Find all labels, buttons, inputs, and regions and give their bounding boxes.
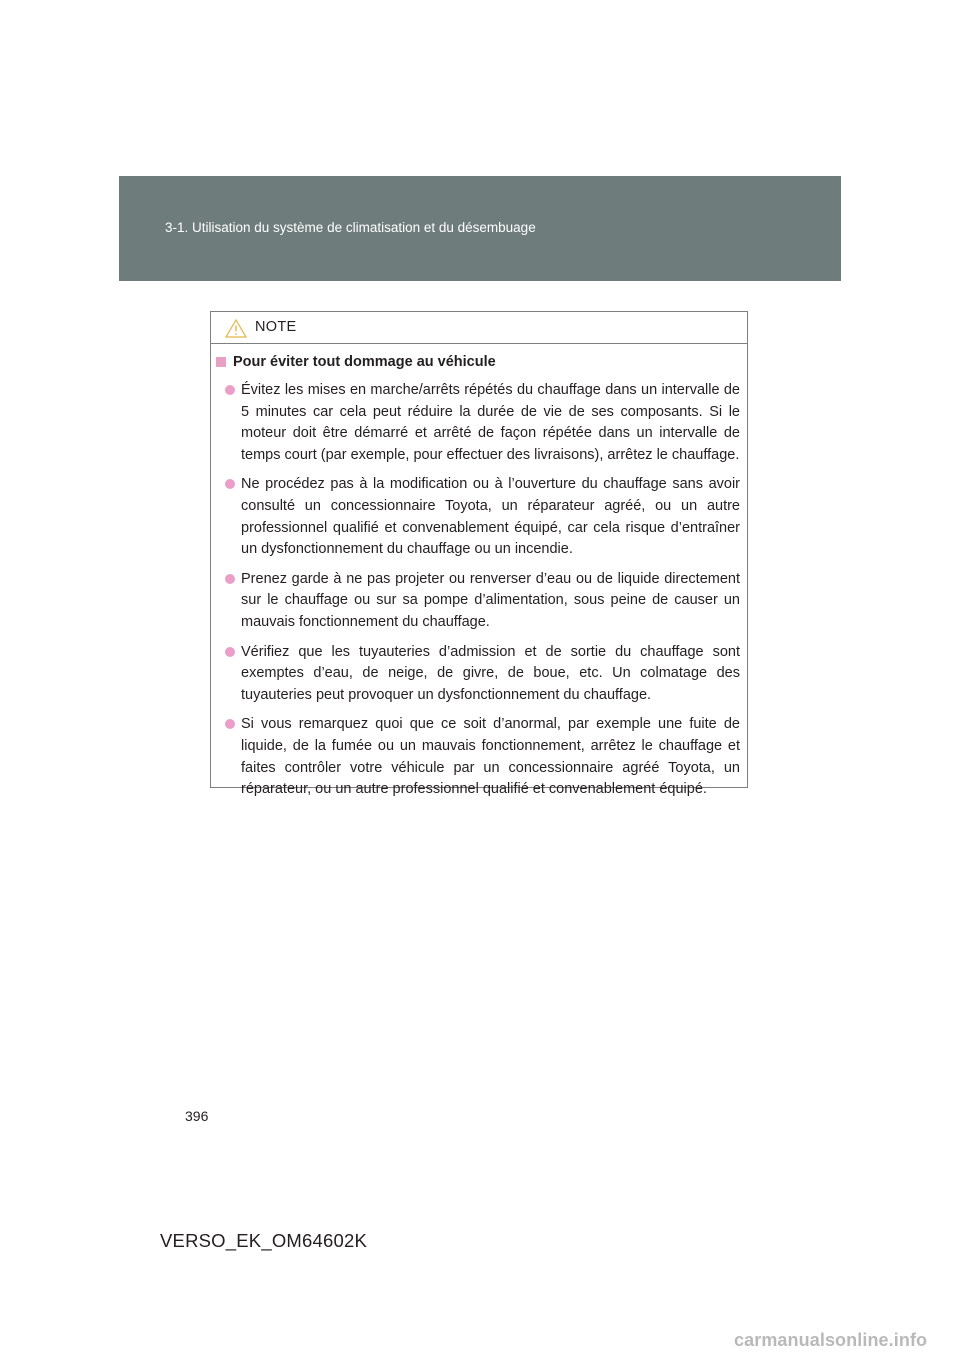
bullet-dot-icon [225, 574, 235, 584]
page-number: 396 [185, 1108, 209, 1124]
note-item-text: Évitez les mises en marche/arrêts répétés du chauffage dans un intervalle de 5 minutes car cela peut réduire la durée de vie de ses composants. Si le moteur doit être démarré et arrêté de façon répétée dans un intervalle de temps court (par exemple, pour effectuer des livraisons), arrêtez le chauffage. [241, 382, 740, 463]
bullet-dot-icon [225, 479, 235, 489]
section-title: 3-1. Utilisation du système de climatisation et du désembuage [165, 220, 536, 235]
bullet-dot-icon [225, 385, 235, 395]
note-header [211, 312, 747, 344]
note-heading-text: Pour éviter tout dommage au véhicule [233, 354, 496, 370]
section-header-band [119, 176, 841, 281]
warning-triangle-icon [225, 319, 247, 338]
note-title: NOTE [255, 319, 297, 335]
document-code: VERSO_EK_OM64602K [160, 1230, 368, 1251]
note-section-heading [215, 352, 747, 372]
note-item-text: Vérifiez que les tuyauteries d’admission et de sortie du chauffage sont exemptes d’eau, de neige, de givre, de boue, etc. Un colmatage des tuyauteries peut provoquer un dysfonctionnement du chauffage. [241, 643, 740, 703]
note-item [241, 380, 740, 466]
note-item [241, 642, 740, 707]
note-item-text: Prenez garde à ne pas projeter ou renverser d’eau ou de liquide directement sur le chauffage ou sur sa pompe d’alimentation, sous peine de causer un mauvais fonctionnement du chauffage. [241, 570, 740, 630]
note-item-text: Si vous remarquez quoi que ce soit d’anormal, par exemple une fuite de liquide, de la fumée ou un mauvais fonctionnement, arrêtez le chauffage et faites contrôler votre véhicule par un concessionnaire agréé Toyota, un réparateur, ou un autre professionnel qualifié et convenablement équipé. [241, 716, 740, 798]
bullet-dot-icon [225, 647, 235, 657]
note-item [241, 569, 740, 634]
square-bullet-icon [216, 357, 226, 367]
watermark: carmanualsonline.info [734, 1330, 928, 1350]
bullet-dot-icon [225, 719, 235, 729]
note-body [211, 352, 747, 801]
note-item-text: Ne procédez pas à la modification ou à l’ouverture du chauffage sans avoir consulté un concessionnaire Toyota, un réparateur agréé, ou un autre professionnel qualifié et convenablement équipé, car cela risque d’entraîner un dysfonctionnement du chauffage ou un incendie. [241, 476, 740, 558]
note-box [210, 311, 748, 798]
note-item [241, 474, 740, 560]
note-item [241, 714, 740, 800]
